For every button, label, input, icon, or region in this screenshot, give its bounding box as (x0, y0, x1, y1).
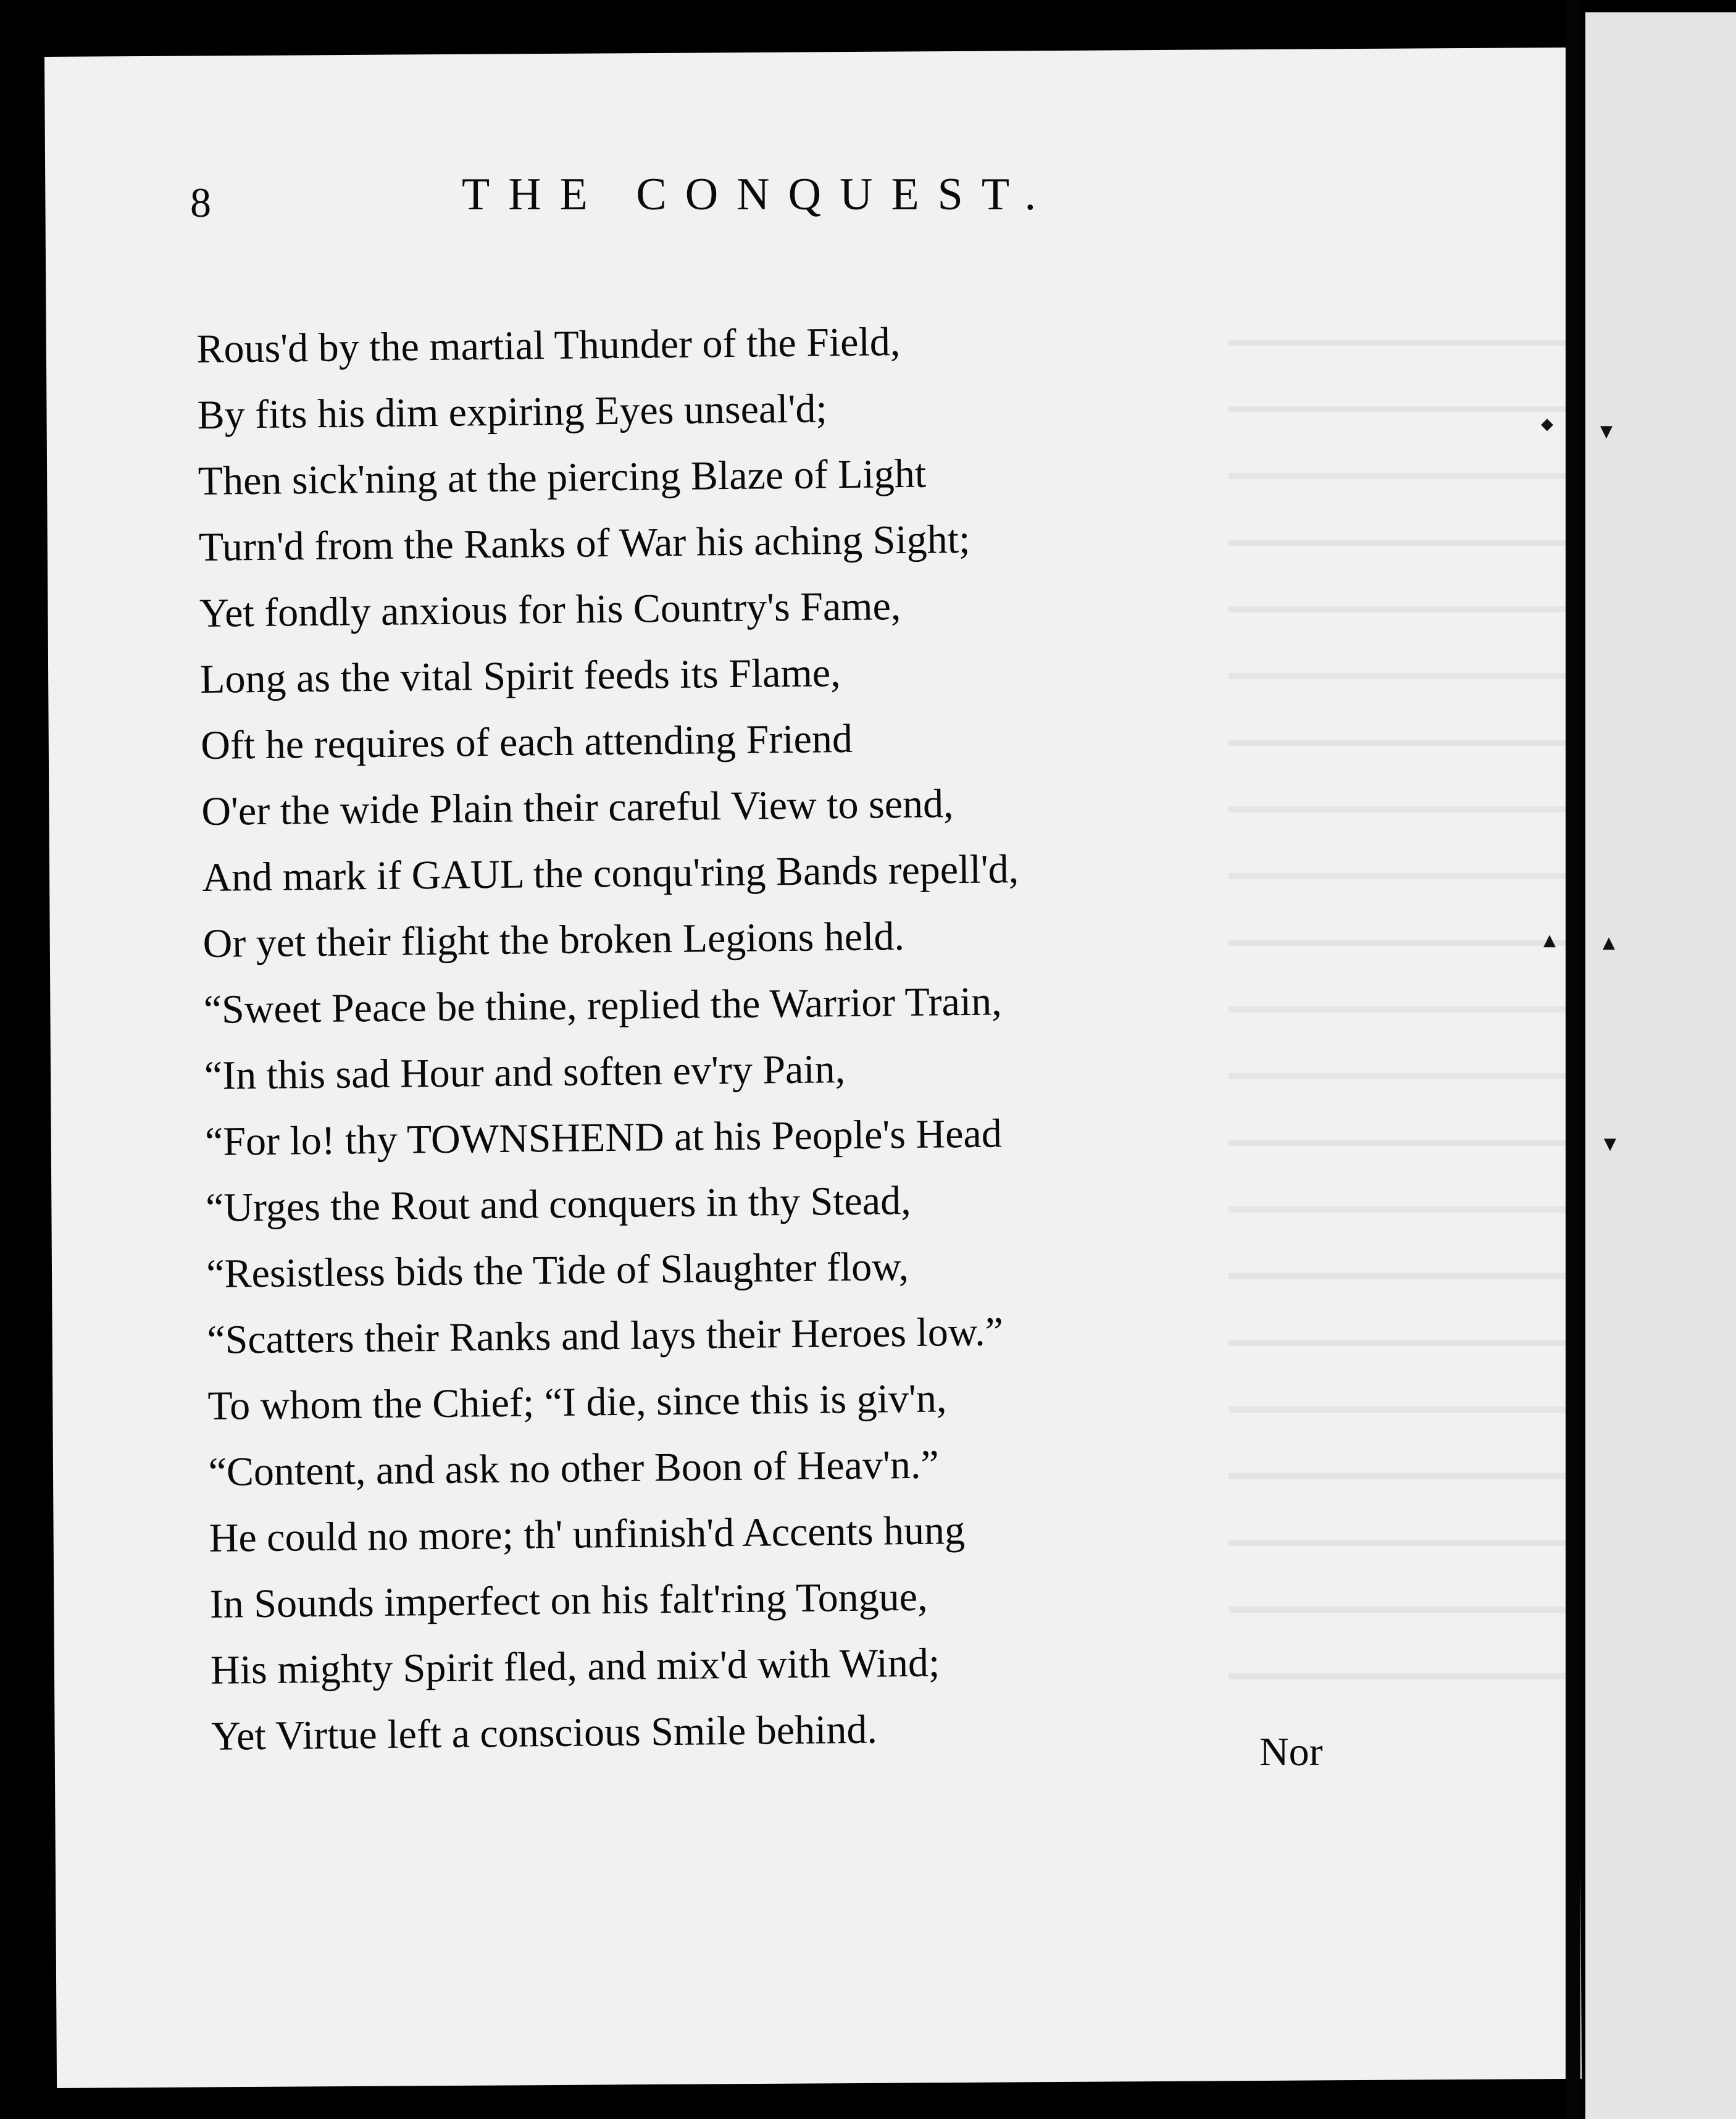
poem-line: Yet fondly anxious for his Country's Fame, (199, 583, 901, 636)
poem-line: “For lo! thy TOWNSHEND at his People's Head (204, 1111, 1003, 1164)
poem-line: Then sick'ning at the piercing Blaze of Light (198, 451, 927, 504)
poem-line: “In this sad Hour and soften ev'ry Pain, (204, 1047, 846, 1098)
page-gutter-shadow (1566, 0, 1580, 2119)
binding-mark-dot: ▼ (1600, 422, 1613, 441)
page-number: 8 (190, 179, 211, 226)
poem-line: “Urges the Rout and conquers in thy Stead, (205, 1177, 912, 1231)
poem-line: His mighty Spirit fled, and mix'd with Wind; (210, 1640, 940, 1693)
poem-line: “Scatters their Ranks and lays their Heroes low.” (206, 1309, 1004, 1363)
poem-line: Oft he requires of each attending Friend (200, 716, 853, 768)
poem-line: “Sweet Peace be thine, replied the Warrior Train, (203, 979, 1002, 1032)
catchword: Nor (1259, 1729, 1323, 1774)
poem-line: By fits his dim expiring Eyes unseal'd; (197, 386, 828, 438)
poem-line: And mark if GAUL the conqu'ring Bands repell'd, (202, 846, 1019, 900)
poem-line: In Sounds imperfect on his falt'ring Tongue, (209, 1574, 928, 1627)
poem-line: Rous'd by the martial Thunder of the Field, (196, 319, 901, 372)
binding-mark-dot: ▲ (1603, 934, 1615, 952)
poem-line: Or yet their flight the broken Legions held. (202, 914, 905, 966)
poem-line: “Resistless bids the Tide of Slaughter flow, (206, 1244, 909, 1297)
poem-line: He could no more; th' unfinish'd Accents hung (209, 1508, 966, 1561)
poem-line: Turn'd from the Ranks of War his aching Sight; (198, 516, 970, 570)
running-title: THE CONQUEST. (462, 169, 1055, 220)
facing-page-edge (1585, 12, 1736, 2119)
poem-text (196, 304, 1335, 1770)
poem-line: “Content, and ask no other Boon of Heav'n.” (208, 1442, 940, 1495)
binding-mark-dot: ◆ (1541, 415, 1553, 433)
poem-line: Long as the vital Spirit feeds its Flame, (199, 650, 841, 702)
poem-line: O'er the wide Plain their careful View to send, (201, 781, 954, 834)
binding-mark-dot: ▼ (1604, 1135, 1616, 1153)
binding-mark-dot: ▲ (1543, 931, 1556, 950)
running-header (147, 169, 1382, 258)
poem-line: Yet Virtue left a conscious Smile behind. (211, 1707, 878, 1759)
poem-line: To whom the Chief; “I die, since this is giv'n, (207, 1376, 947, 1429)
